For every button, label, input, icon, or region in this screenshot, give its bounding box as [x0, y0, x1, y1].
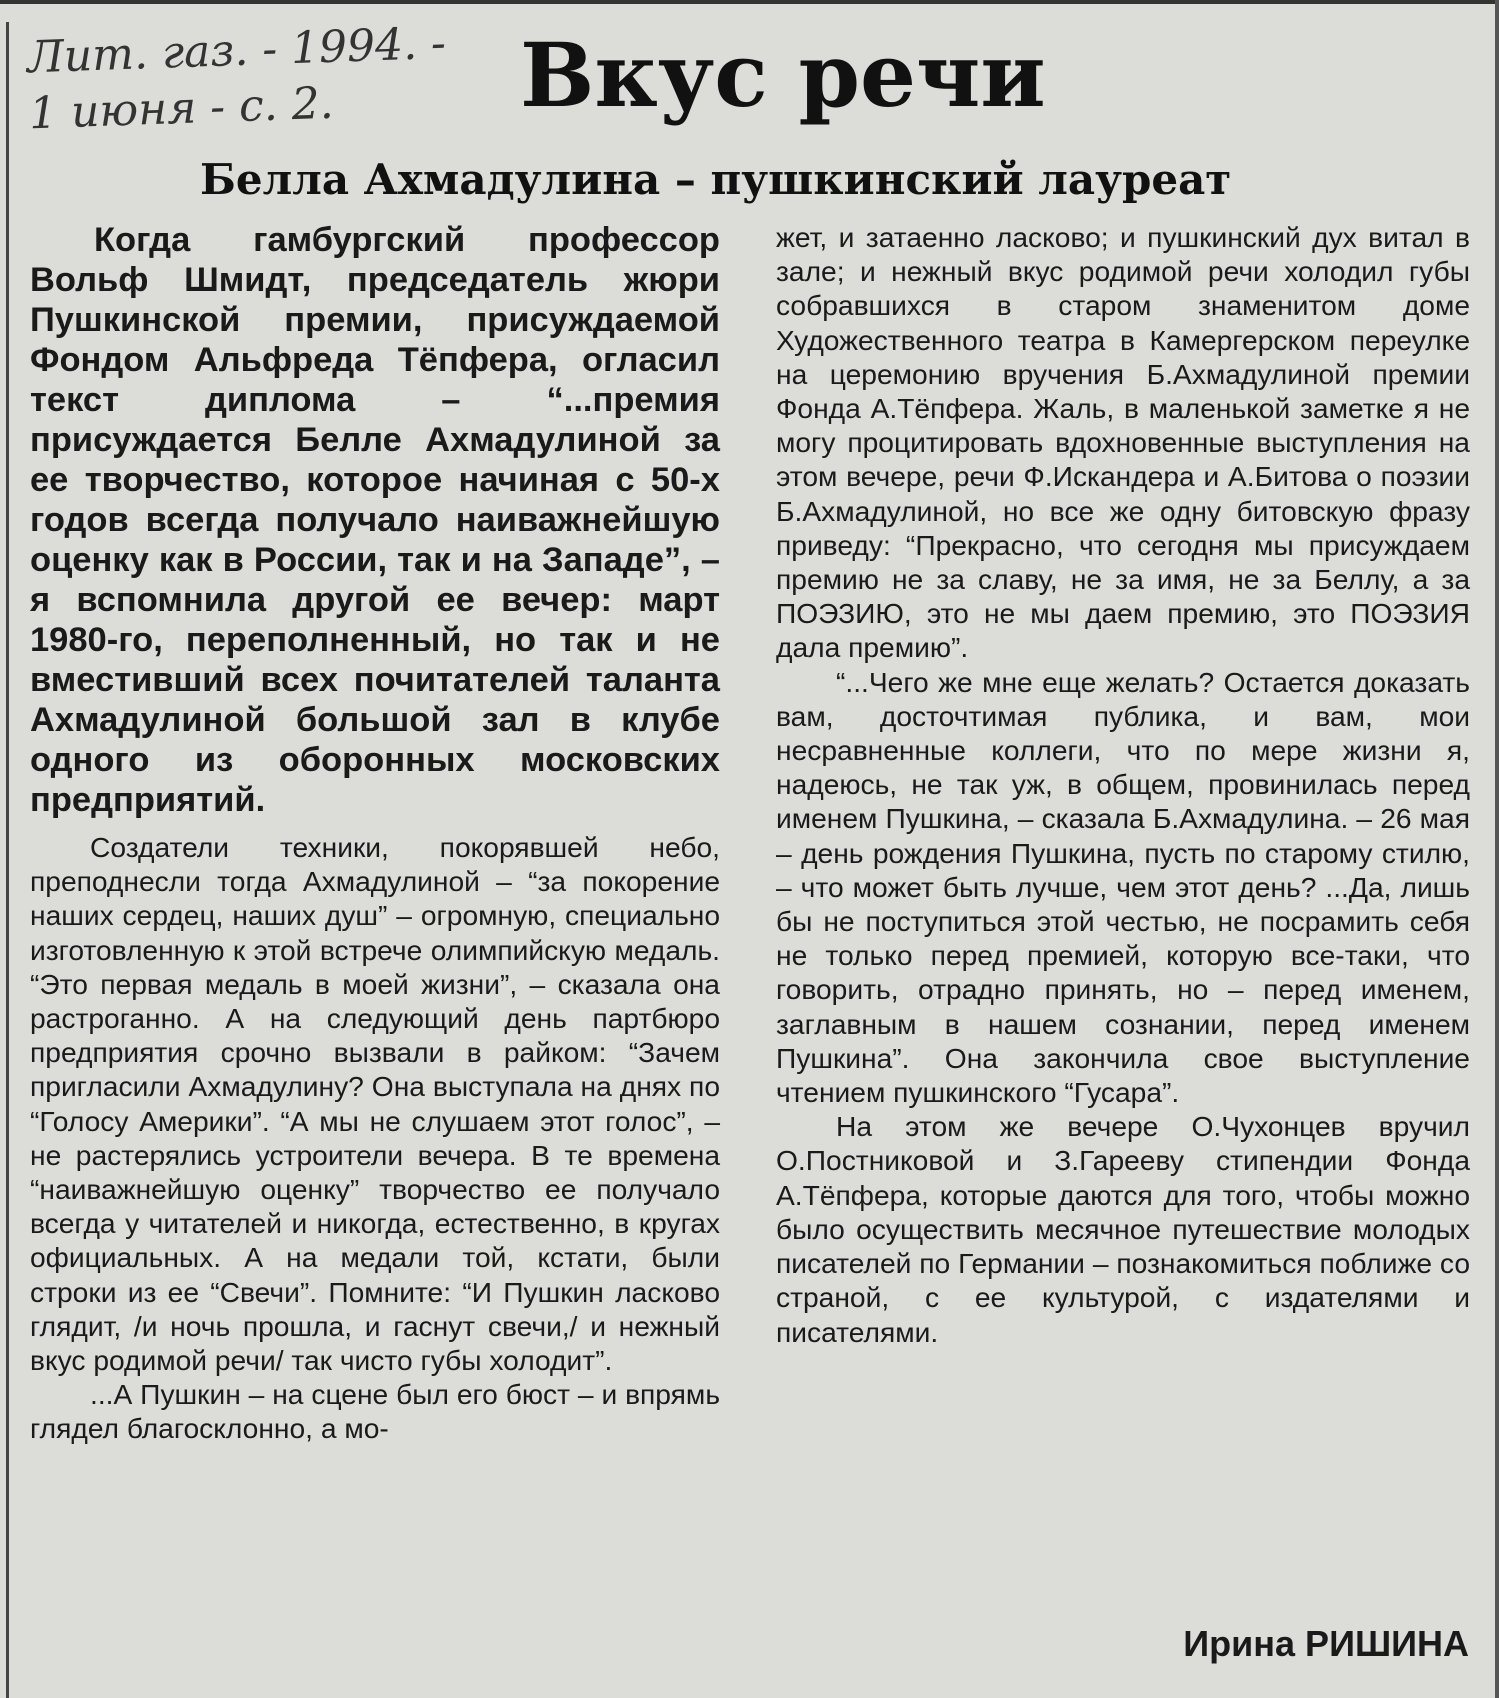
body-paragraph-3: “...Чего же мне еще желать? Остается доказать вам, досточтимая публика, и вам, мои несравненные коллеги, что по мере жизни я, надеюсь, не так уж, в общем, провинилась перед именем Пушкина, – сказала Б.Ахмадулина. – 26 мая – день рождения Пушкина, пусть по старому стилю, – что может быть лучше, чем этот день? ...Да, лишь бы не поступиться этой честью, не посрамить себя не только перед премией, которую все-таки, что говорить, отрадно принять, но – перед именем, заглавным в нашем сознании, перед именем Пушкина”. Она закончила свое выступление чтением пушкинского “Гусара”. — [776, 665, 1470, 1109]
left-border — [6, 22, 9, 1698]
lead-paragraph: Когда гамбургский профессор Вольф Шмидт, председатель жюри Пушкинской премии, присуждаемой Фондом Альфреда Тёпфера, огласил текст диплома – “...премия присуждается Белле Ахмадулиной за ее творчество, которое начиная с 50-х годов всегда получало наиважнейшую оценку как в России, так и на Западе”, – я вспомнила другой ее вечер: март 1980-го, переполненный, но так и не вместивший всех почитателей таланта Ахмадулиной большой зал в клубе одного из оборонных московских предприятий. — [30, 221, 720, 819]
handwritten-source-note — [26, 14, 510, 143]
column-left — [30, 220, 720, 1446]
right-border — [1495, 0, 1499, 1698]
top-border — [0, 0, 1499, 4]
article-subtitle: Белла Ахмадулина – пушкинский лауреат — [200, 155, 1232, 204]
handwritten-note-line-1: Лит. газ. - 1994. - — [26, 17, 447, 84]
handwritten-note-line-2: 1 июня - с. 2. — [28, 77, 335, 140]
body-paragraph-2-continued: жет, и затаенно ласково; и пушкинский дух витал в зале; и нежный вкус родимой речи холодил губы собравшихся в старом знаменитом доме Художественного театра в Камергерском переулке на церемонию вручения Б.Ахмадулиной премии Фонда А.Тёпфера. Жаль, в маленькой заметке я не могу процитировать вдохновенные выступления на этом вечере, речи Ф.Искандера и А.Битова о поэзии Б.Ахмадулиной, но все же одну битовскую фразу приведу: “Прекрасно, что сегодня мы присуждаем премию не за славу, не за имя, не за Беллу, а за ПОЭЗИЮ, это не мы даем премию, это ПОЭЗИЯ дала премию”. — [776, 221, 1470, 664]
body-paragraph-2-start: ...А Пушкин – на сцене был его бюст – и впрямь глядел благосклонно, а мо- — [30, 1378, 720, 1445]
column-right — [776, 220, 1470, 1349]
body-paragraph-1: Создатели техники, покорявшей небо, преподнесли тогда Ахмадулиной – “за покорение наших сердец, наших душ” – огромную, специально изготовленную к этой встрече олимпийскую медаль. “Это первая медаль в моей жизни”, – сказала она растроганно. А на следующий день партбюро предприятия срочно вызвали в райком: “Зачем пригласили Ахмадулину? Она выступала на днях по “Голосу Америки”. “А мы не слушаем этот голос”, – не растерялись устроители вечера. В те времена “наиважнейшую оценку” творчество ее получало всегда у читателей и никогда, естественно, в кругах официальных. А на медали той, кстати, были строки из ее “Свечи”. Помните: “И Пушкин ласково глядит, /и ночь прошла, и гаснут свечи,/ и нежный вкус родимой речи/ так чисто губы холодит”. — [30, 831, 720, 1377]
body-paragraph-4: На этом же вечере О.Чухонцев вручил О.Постниковой и З.Гарееву стипендии Фонда А.Тёпфера, которые даются для того, чтобы можно было осуществить месячное путешествие молодых писателей по Германии – познакомиться поближе со страной, с ее культурой, с издателями и писателями. — [776, 1110, 1470, 1348]
author-byline: Ирина РИШИНА — [1183, 1623, 1469, 1664]
article-title: Вкус речи — [520, 23, 1046, 127]
